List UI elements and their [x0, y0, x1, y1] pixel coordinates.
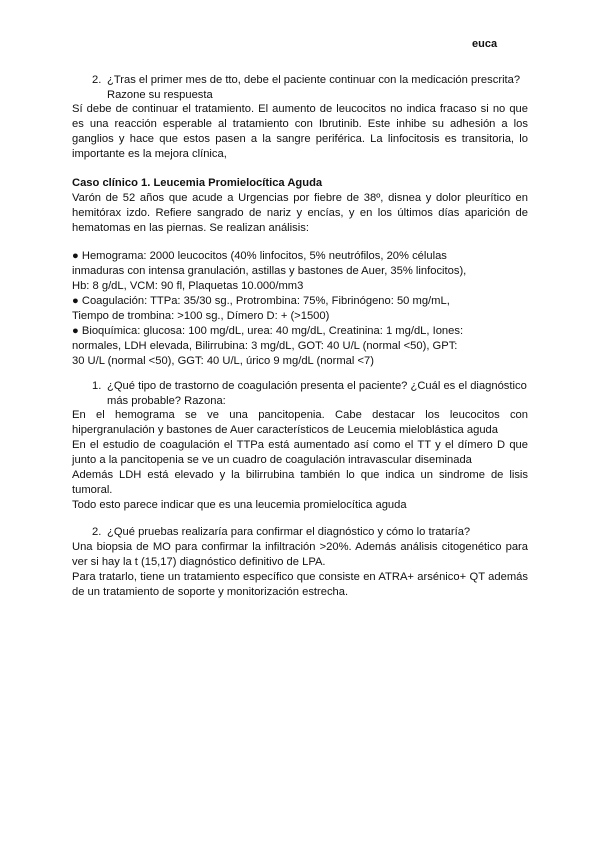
answer-q1 [72, 408, 528, 513]
question-2a [92, 73, 528, 103]
question-number: 2. [92, 526, 102, 538]
answer-paragraph: En el hemograma se ve una pancitopenia. Cabe destacar los leucocitos con hipergranulación y bastones de Auer característicos de Leucemia mieloblástica aguda [72, 409, 528, 436]
answer-paragraph: Además LDH está elevado y la bilirrubina también lo que indica un sindrome de lisis tumoral. [72, 469, 528, 496]
question-text: ¿Qué pruebas realizaría para confirmar el diagnóstico y cómo lo trataría? [107, 526, 471, 538]
question-text: ¿Qué tipo de trastorno de coagulación presenta el paciente? ¿Cuál es el diagnóstico más probable? Razona: [107, 380, 527, 407]
lab-line: Tiempo de trombina: >100 sg., Dímero D: + (>1500) [72, 310, 330, 322]
case-intro: Varón de 52 años que acude a Urgencias por fiebre de 38º, disnea y dolor pleurítico en hemitórax izdo. Refiere sangrado de nariz y encías, y en los últimos días aparición de hematomas en las piernas. Se realizan análisis: [72, 192, 528, 234]
answer-paragraph: Todo esto parece indicar que es una leucemia promielocítica aguda [72, 499, 407, 511]
lab-line: ● Bioquímica: glucosa: 100 mg/dL, urea: 40 mg/dL, Creatinina: 1 mg/dL, Iones: [72, 325, 464, 337]
question-number: 1. [92, 380, 102, 392]
lab-line: ● Hemograma: 2000 leucocitos (40% linfocitos, 5% neutrófilos, 20% células [72, 250, 447, 262]
question-1 [92, 379, 528, 409]
lab-line: inmaduras con intensa granulación, astillas y bastones de Auer, 35% linfocitos), [72, 265, 467, 277]
question-text: ¿Tras el primer mes de tto, debe el paciente continuar con la medicación prescrita? Razone su respuesta [107, 74, 521, 101]
lab-results [72, 249, 528, 369]
question-2b [92, 525, 528, 540]
answer-q2a: Sí debe de continuar el tratamiento. El aumento de leucocitos no indica fracaso si no que es una reacción esperable al tratamiento con Ibrutinib. Este inhibe su adhesión a los ganglios y hace que estos pasen a la sangre periférica. La linfocitosis es transitoria, lo importante es la mejora clínica, [72, 103, 528, 160]
lab-line: Hb: 8 g/dL, VCM: 90 fl, Plaquetas 10.000/mm3 [72, 280, 304, 292]
answer-q2b [72, 540, 528, 600]
answer-paragraph: Una biopsia de MO para confirmar la infiltración >20%. Además análisis citogenético para ver si hay la t (15,17) diagnóstico definitivo de LPA. [72, 541, 528, 568]
answer-paragraph: En el estudio de coagulación el TTPa está aumentado así como el TT y el dímero D que junto a la pancitopenia se ve un cuadro de coagulación intravascular diseminada [72, 439, 528, 466]
lab-line: normales, LDH elevada, Bilirrubina: 3 mg/dL, GOT: 40 U/L (normal <50), GPT: [72, 340, 458, 352]
lab-line: ● Coagulación: TTPa: 35/30 sg., Protrombina: 75%, Fibrinógeno: 50 mg/mL, [72, 295, 450, 307]
author-header: euca [472, 38, 498, 50]
question-number: 2. [92, 74, 102, 86]
case-title: Caso clínico 1. Leucemia Promielocítica Aguda [72, 177, 323, 189]
answer-paragraph: Para tratarlo, tiene un tratamiento específico que consiste en ATRA+ arsénico+ QT además de un tratamiento de soporte y monitorización estrecha. [72, 571, 528, 598]
lab-line: 30 U/L (normal <50), GGT: 40 U/L, úrico 9 mg/dL (normal <7) [72, 355, 374, 367]
